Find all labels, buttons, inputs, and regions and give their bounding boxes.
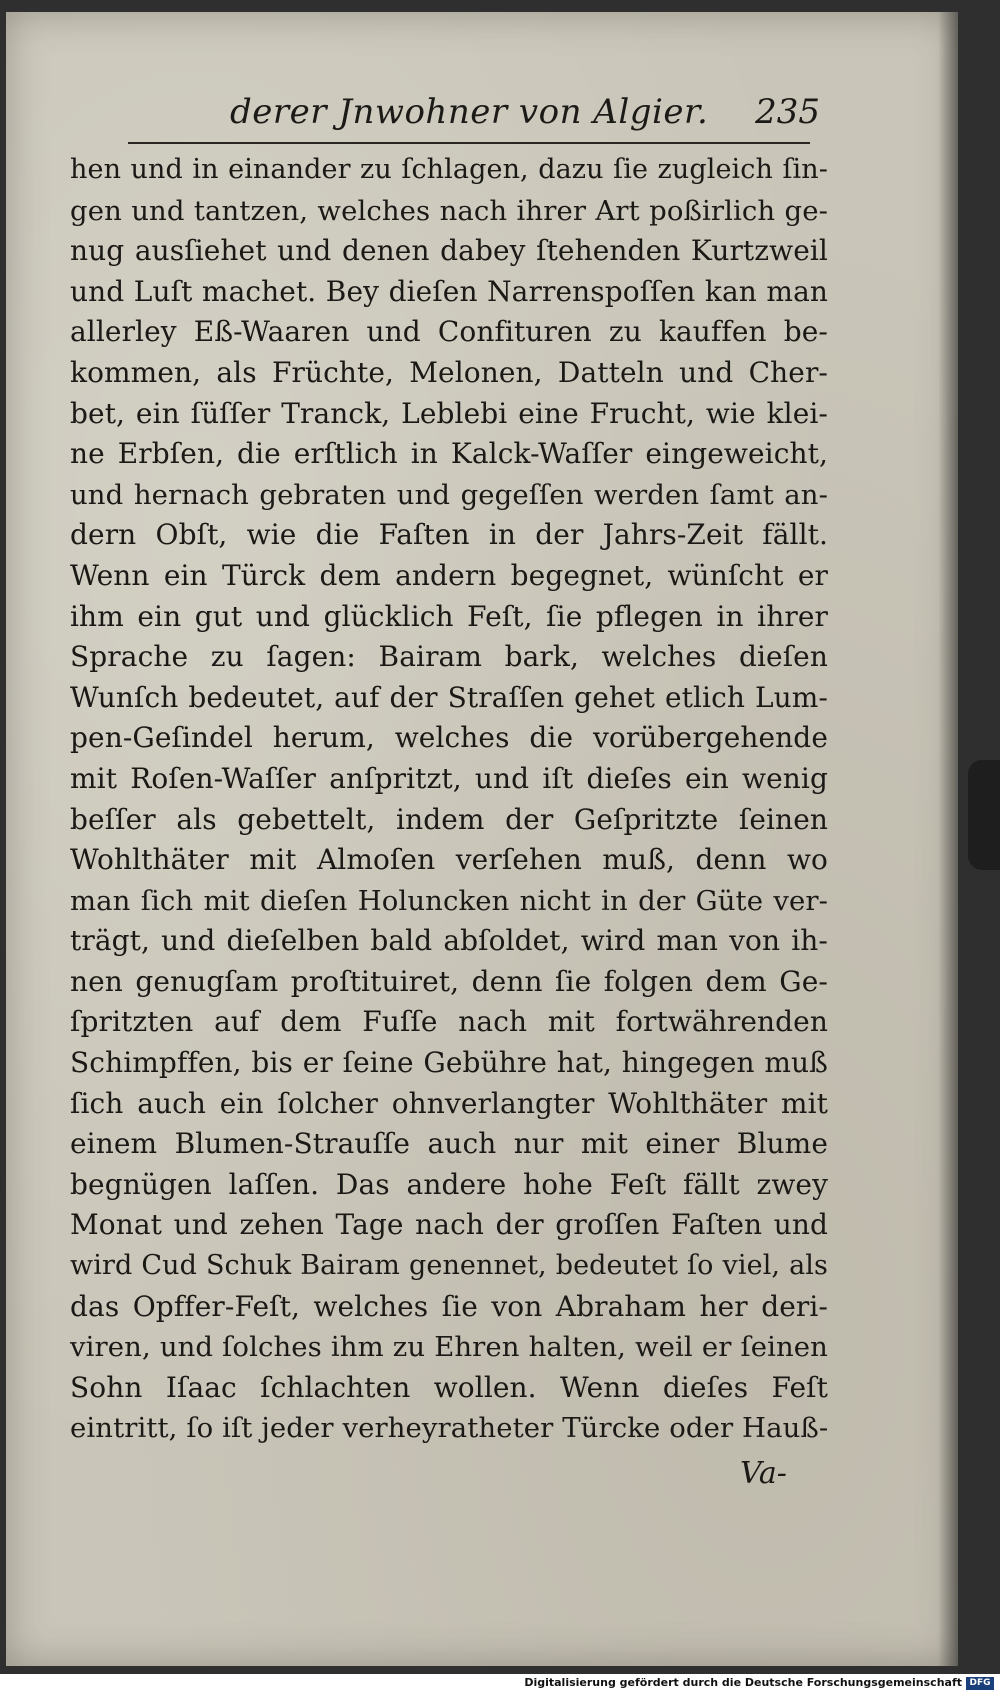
text-line: bet, ein ſüſſer Tranck, Leblebi eine Frucht, wie klei- <box>70 396 828 430</box>
text-line: einem Blumen-Strauſſe auch nur mit einer Blume <box>70 1127 828 1161</box>
text-line: beſſer als gebettelt, indem der Geſpritzte ſeinen <box>70 802 828 836</box>
digitization-footer <box>0 1674 1000 1694</box>
text-line: Sohn Iſaac ſchlachten wollen. Wenn dieſes Feſt <box>70 1370 828 1404</box>
text-line: pen-Geſindel herum, welches die vorübergehende <box>70 721 828 755</box>
page-number: 235 <box>755 92 820 132</box>
text-line: hen und in einander zu ſchlagen, dazu ſie zugleich ſin- <box>70 154 828 185</box>
text-line: Monat und zehen Tage nach der groſſen Faſten und <box>70 1208 828 1242</box>
text-line: viren, und ſolches ihm zu Ehren halten, weil er ſeinen <box>70 1331 828 1364</box>
text-line: nug ausſiehet und denen dabey ſtehenden Kurtzweil <box>70 234 828 268</box>
text-line: wird Cud Schuk Bairam genennet, bedeutet ſo viel, als <box>70 1250 828 1282</box>
text-line: Wohlthäter mit Almoſen verſehen muß, denn wo <box>70 843 828 877</box>
text-line: begnügen laſſen. Das andere hohe Feſt fällt zwey <box>70 1167 828 1201</box>
text-line: nen genugſam proſtituiret, denn ſie folgen dem Ge- <box>70 964 828 998</box>
catchword: Va- <box>740 1456 787 1491</box>
text-line: man ſich mit dieſen Holuncken nicht in der Güte ver- <box>70 884 828 917</box>
text-line: trägt, und dieſelben bald abſoldet, wird man von ih- <box>70 924 828 958</box>
dfg-logo-icon: DFG <box>966 1677 994 1690</box>
page-header <box>230 86 820 136</box>
text-line: kommen, als Früchte, Melonen, Datteln und Cher- <box>70 355 828 389</box>
text-line: Wunſch bedeutet, auf der Straſſen gehet etlich Lum- <box>70 680 828 714</box>
page-gutter-shadow <box>938 12 958 1666</box>
text-line: eintritt, ſo iſt jeder verheyratheter Türcke oder Hauß- <box>70 1412 829 1445</box>
text-line: dern Obſt, wie die Faſten in der Jahrs-Zeit fällt. <box>70 518 828 552</box>
text-line: gen und tantzen, welches nach ihrer Art poßirlich ge- <box>70 194 828 227</box>
text-line: Schimpffen, bis er ſeine Gebühre hat, hingegen muß <box>70 1046 828 1080</box>
running-title: derer Jnwohner von Algier. <box>230 92 709 132</box>
header-rule <box>128 142 810 144</box>
text-line: ne Erbſen, die erſtlich in Kalck-Waſſer eingeweicht, <box>70 437 828 471</box>
text-line: allerley Eß-Waaren und Confituren zu kauffen be- <box>70 315 828 349</box>
text-line: und hernach gebraten und gegeſſen werden ſamt an- <box>70 478 828 511</box>
text-line: und Luſt machet. Bey dieſen Narrenspoſſen kan man <box>70 274 828 308</box>
text-line: das Opffer-Feſt, welches ſie von Abraham her deri- <box>70 1289 828 1323</box>
footer-credit: Digitalisierung gefördert durch die Deutsche Forschungsgemeinschaft <box>524 1676 962 1689</box>
text-line: Wenn ein Türck dem andern begegnet, wünſcht er <box>70 558 828 592</box>
text-line: ihm ein gut und glücklich Feſt, ſie pflegen in ihrer <box>70 599 828 633</box>
text-line: ſich auch ein ſolcher ohnverlangter Wohlthäter mit <box>70 1086 828 1120</box>
text-line: Sprache zu ſagen: Bairam bark, welches dieſen <box>70 640 828 674</box>
body-text <box>70 150 828 1449</box>
text-line: ſpritzten auf dem Fuſſe nach mit fortwährenden <box>70 1005 828 1039</box>
page-clip <box>968 760 1000 870</box>
text-line: mit Roſen-Waſſer anſpritzt, und iſt dieſes ein wenig <box>70 761 828 795</box>
